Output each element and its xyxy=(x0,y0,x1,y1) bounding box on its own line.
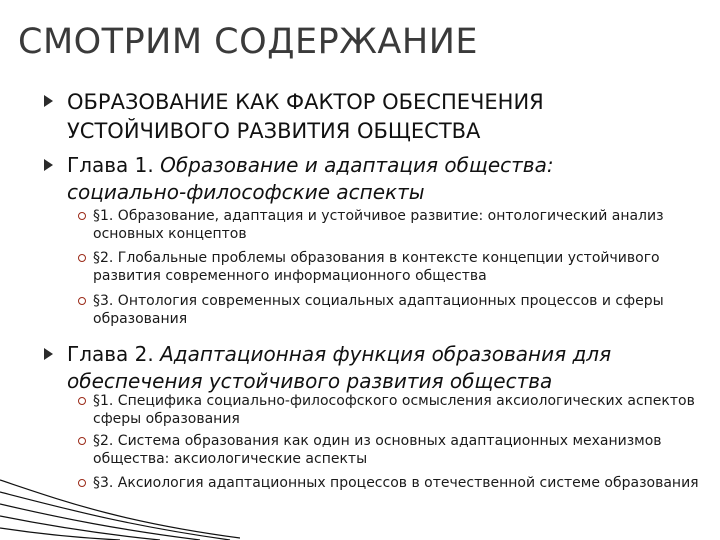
section-text: §2. Система образования как один из основных адаптационных механизмов общества: аксиологические аспекты xyxy=(93,433,662,467)
chapter-1-label: Глава 1. xyxy=(67,153,154,177)
chapter-1-section-3 xyxy=(78,292,705,328)
circle-bullet-icon xyxy=(78,437,86,445)
circle-bullet-icon xyxy=(78,397,86,405)
toc-item-main xyxy=(44,88,667,146)
chapter-1-title: Образование и адаптация общества: социально-философские аспекты xyxy=(67,153,554,204)
chapter-1-section-2 xyxy=(78,249,705,285)
section-text: §1. Образование, адаптация и устойчивое развитие: онтологический анализ основных концептов xyxy=(93,208,664,242)
toc-main-heading: ОБРАЗОВАНИЕ КАК ФАКТОР ОБЕСПЕЧЕНИЯ УСТОЙЧИВОГО РАЗВИТИЯ ОБЩЕСТВА xyxy=(67,90,544,143)
circle-bullet-icon xyxy=(78,212,86,220)
chapter-2-section-1 xyxy=(78,392,705,428)
toc-chapter-2 xyxy=(44,341,667,395)
arrow-bullet-icon xyxy=(44,348,53,360)
section-text: §2. Глобальные проблемы образования в контексте концепции устойчивого развития современного информационного общества xyxy=(93,250,660,284)
section-text: §1. Специфика социально-философского осмысления аксиологических аспектов сферы образования xyxy=(93,393,695,427)
arrow-bullet-icon xyxy=(44,95,53,107)
slide-title: СМОТРИМ СОДЕРЖАНИЕ xyxy=(18,22,478,62)
chapter-2-title: Адаптационная функция образования для обеспечения устойчивого развития общества xyxy=(67,342,612,393)
chapter-1-section-1 xyxy=(78,207,705,243)
chapter-2-label: Глава 2. xyxy=(67,342,154,366)
decorative-swoosh-lines xyxy=(0,460,240,540)
arrow-bullet-icon xyxy=(44,159,53,171)
toc-chapter-1 xyxy=(44,152,667,206)
section-text: §3. Онтология современных социальных адаптационных процессов и сферы образования xyxy=(93,293,664,327)
circle-bullet-icon xyxy=(78,254,86,262)
circle-bullet-icon xyxy=(78,297,86,305)
section-text: §3. Аксиология адаптационных процессов в отечественной системе образования xyxy=(93,475,699,491)
